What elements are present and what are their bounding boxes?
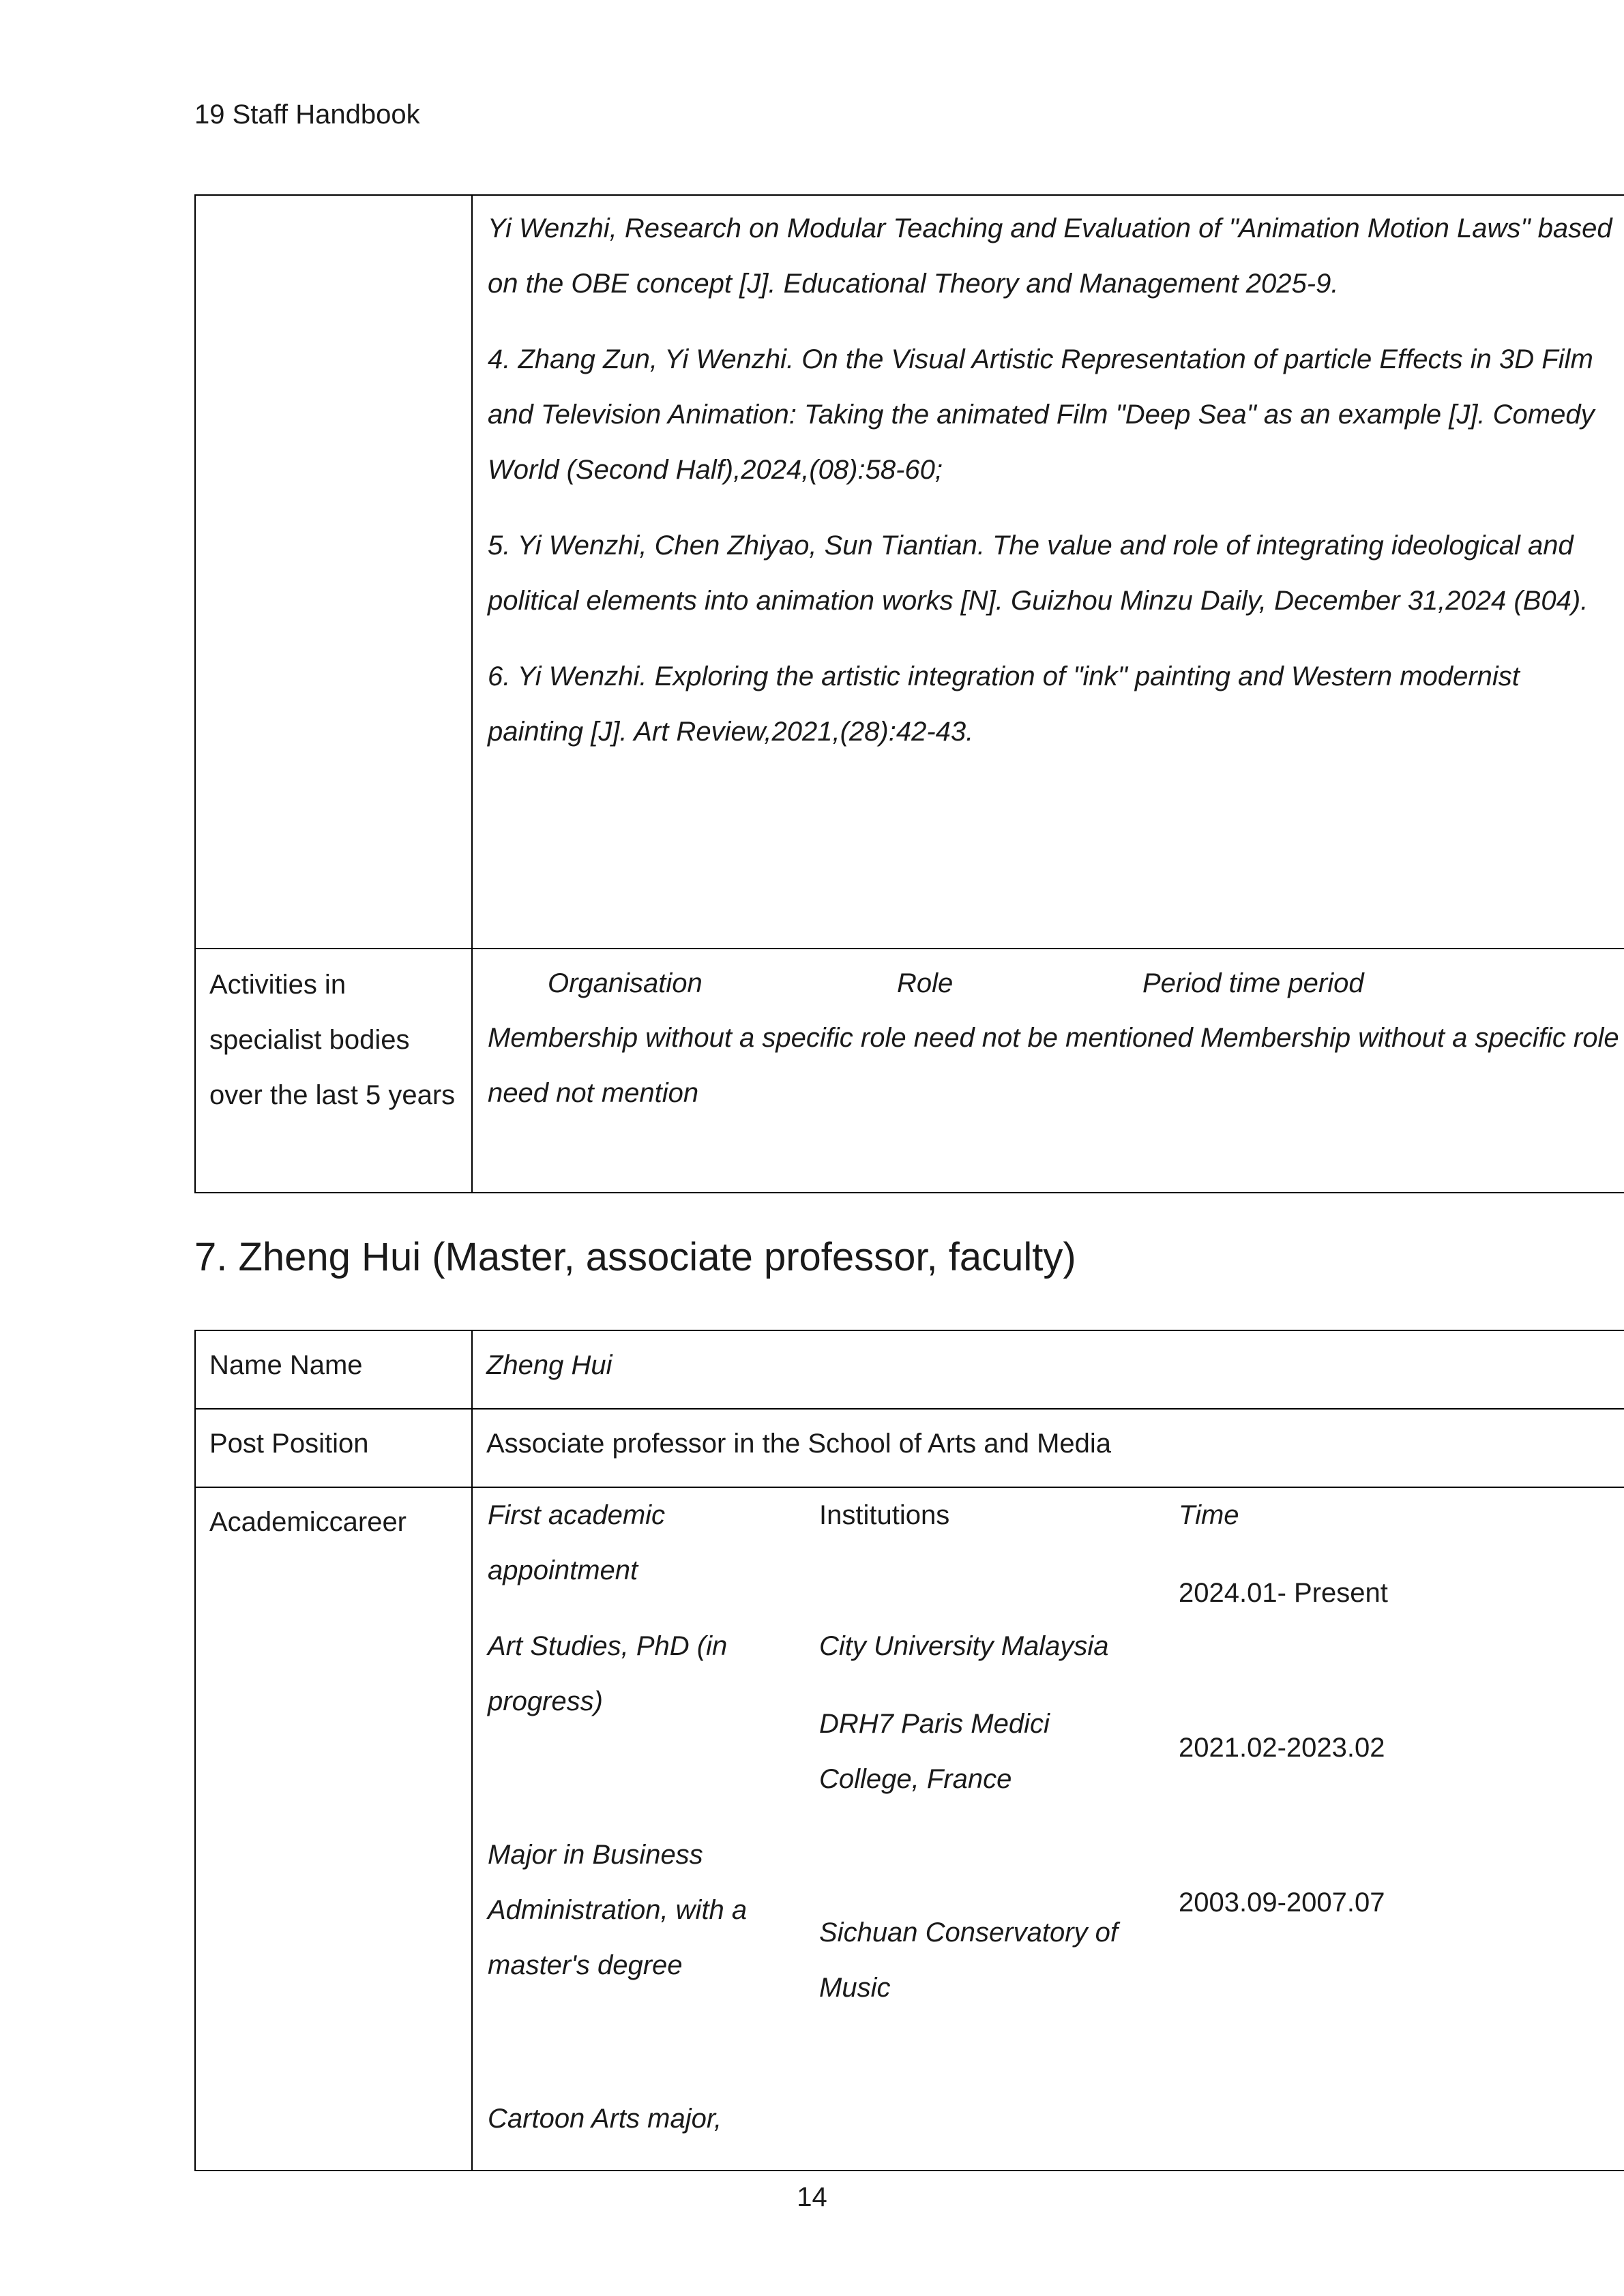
organisation-header: Organisation <box>548 968 703 998</box>
career-time: 2003.09-2007.07 <box>1179 1888 1385 1918</box>
first-appointment-header: First academic appointment <box>488 1500 666 1585</box>
role-header: Role <box>897 968 954 998</box>
career-time: 2024.01- Present <box>1179 1578 1388 1608</box>
activities-note: Membership without a specific role need not be mentioned Membership without a specific role need not mention <box>488 1023 1619 1108</box>
career-program: Cartoon Arts major, <box>488 2104 722 2134</box>
career-label: Academiccareer <box>209 1507 407 1537</box>
post-value-cell <box>472 1409 1624 1487</box>
career-institution: City University Malaysia <box>819 1631 1109 1661</box>
publication-item: 6. Yi Wenzhi. Exploring the artistic integration of "ink" painting and Western modernist painting [J]. Art Review,2021,(28):42-43. <box>488 661 1520 747</box>
career-cell <box>472 1487 1624 2171</box>
post-label: Post Position <box>209 1429 369 1459</box>
period-header: Period time period <box>1142 968 1364 998</box>
activities-label-cell <box>195 949 472 1193</box>
career-program: Art Studies, PhD (in progress) <box>488 1631 728 1716</box>
activities-label: Activities in specialist bodies over the last 5 years <box>209 970 456 1110</box>
publications-table <box>194 194 1624 1193</box>
name-label-cell <box>195 1330 472 1409</box>
career-time: 2021.02-2023.02 <box>1179 1733 1385 1763</box>
career-program: Major in Business Administration, with a master's degree <box>488 1840 748 1980</box>
activities-cell <box>472 949 1624 1193</box>
career-institution: Sichuan Conservatory of Music <box>819 1918 1119 2003</box>
publication-item: 5. Yi Wenzhi, Chen Zhiyao, Sun Tiantian. The value and role of integrating ideological and political elements into animation works [N]. Guizhou Minzu Daily, December 31,2024 (B04). <box>488 531 1589 616</box>
time-header: Time <box>1179 1500 1239 1530</box>
profile-table <box>194 1330 1624 2171</box>
career-institution: DRH7 Paris Medici College, France <box>819 1709 1050 1794</box>
name-value: Zheng Hui <box>486 1350 612 1380</box>
name-label: Name Name <box>209 1350 363 1380</box>
post-value: Associate professor in the School of Arts and Media <box>486 1429 1112 1459</box>
publications-label-cell <box>195 195 472 949</box>
section-heading: 7. Zheng Hui (Master, associate professor, faculty) <box>194 1235 1076 1279</box>
publications-cell <box>472 195 1624 949</box>
post-label-cell <box>195 1409 472 1487</box>
publication-item: Yi Wenzhi, Research on Modular Teaching and Evaluation of "Animation Motion Laws" based on the OBE concept [J]. Educational Theory and Management 2025-9. <box>488 213 1612 299</box>
publication-item: 4. Zhang Zun, Yi Wenzhi. On the Visual Artistic Representation of particle Effects in 3D Film and Television Animation: Taking the animated Film "Deep Sea" as an example [J]. Comedy World (Second Half),2024,(08):58-60; <box>488 344 1595 485</box>
career-grid <box>473 1488 1624 2170</box>
page-number: 14 <box>797 2182 827 2212</box>
running-header: 19 Staff Handbook <box>194 100 420 130</box>
name-value-cell <box>472 1330 1624 1409</box>
institutions-header: Institutions <box>819 1500 950 1530</box>
career-label-cell <box>195 1487 472 2171</box>
